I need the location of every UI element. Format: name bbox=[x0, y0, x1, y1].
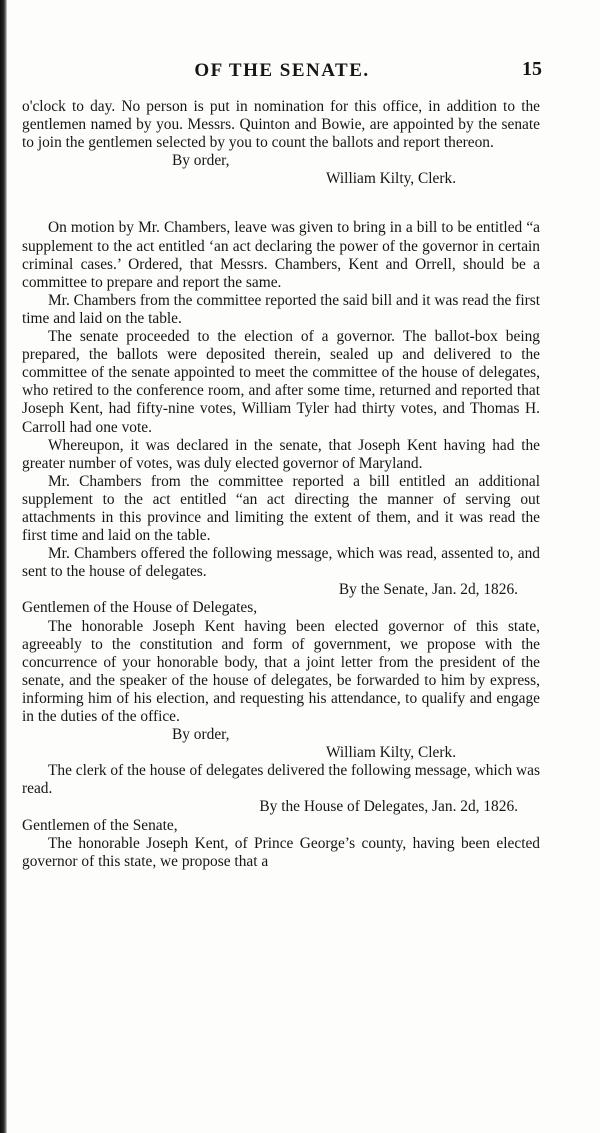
page-binding-edge bbox=[0, 0, 7, 1133]
paragraph-message-offered: Mr. Chambers offered the following message, which was read, assented to, and sent to the house of delegates. bbox=[22, 545, 540, 581]
dateline-senate: By the Senate, Jan. 2d, 1826. bbox=[338, 581, 518, 599]
page-number: 15 bbox=[522, 58, 542, 80]
paragraph-committee-report: Mr. Chambers from the committee reported the said bill and it was read the first time and laid on the table. bbox=[22, 291, 540, 327]
paragraph-message-body: The honorable Joseph Kent having been elected governor of this state, agreeably to the constitution and form of government, we propose with the concurrence of your honorable body, that a joint letter from the president of the senate, and the speaker of the house of delegates, be forwarded to him by express, informing him of his election, and requesting his attendance, to qualify and engage in the duties of the office. bbox=[22, 617, 540, 725]
paragraph-motion-chambers: On motion by Mr. Chambers, leave was given to bring in a bill to be entitled “a supplement to the act entitled ‘an act declaring the power of the governor in certain criminal cases.’ Ordered, that Messrs. Chambers, Kent and Orrell, should be a committee to prepare and report the same. bbox=[22, 219, 540, 291]
signature-by-order: By order, bbox=[172, 152, 230, 170]
signature-clerk: William Kilty, Clerk. bbox=[326, 744, 457, 762]
signature-clerk: William Kilty, Clerk. bbox=[326, 170, 457, 188]
salutation-house: Gentlemen of the House of Delegates, bbox=[22, 599, 258, 617]
page-body bbox=[22, 98, 540, 871]
paragraph-governor-election: The senate proceeded to the election of a governor. The ballot-box being prepared, the ballots were deposited therein, sealed up and delivered to the committee of the senate appointed to meet the committee of the house of delegates, who retired to the conference room, and after some time, returned and reported that Joseph Kent, had fifty-nine votes, William Tyler had thirty votes, and Thomas H. Carroll had one vote. bbox=[22, 328, 540, 436]
paragraph-declaration: Whereupon, it was declared in the senate, that Joseph Kent having had the greater number of votes, was duly elected governor of Maryland. bbox=[22, 436, 540, 472]
paragraph-attachments-bill: Mr. Chambers from the committee reported a bill entitled an additional supplement to the act entitled “an act directing the manner of serving out attachments in this province and limiting the extent of them, and it was read the first time and laid on the table. bbox=[22, 472, 540, 545]
salutation-senate: Gentlemen of the Senate, bbox=[22, 816, 178, 834]
dateline-house: By the House of Delegates, Jan. 2d, 1826. bbox=[259, 798, 518, 816]
section-gap bbox=[22, 188, 540, 219]
signature-by-order: By order, bbox=[172, 726, 230, 744]
running-head: OF THE SENATE. bbox=[194, 60, 370, 81]
page-header bbox=[22, 58, 542, 84]
paragraph-clerk-delivered: The clerk of the house of delegates delivered the following message, which was read. bbox=[22, 762, 540, 798]
paragraph-ballot-count: o'clock to day. No person is put in nomination for this office, in addition to the gentlemen named by you. Messrs. Quinton and Bowie, are appointed by the senate to join the gentlemen selected by you to count the ballots and report thereon. bbox=[22, 98, 540, 152]
paragraph-house-message: The honorable Joseph Kent, of Prince George’s county, having been elected governor of this state, we propose that a bbox=[22, 834, 540, 870]
